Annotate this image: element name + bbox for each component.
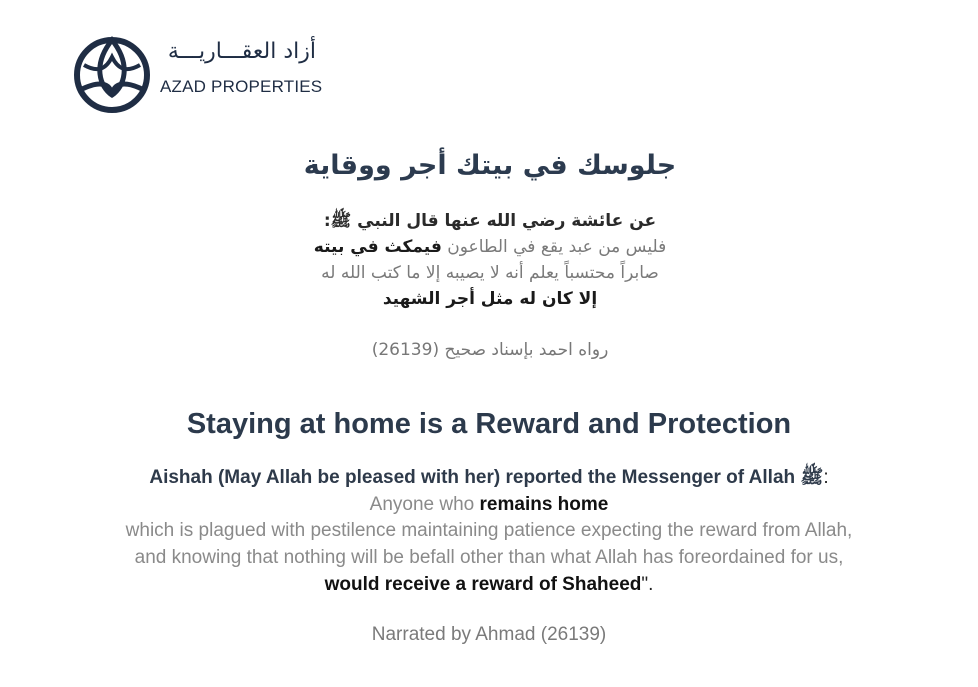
english-hadith-line-2 (40, 492, 938, 518)
arabic-hadith-line-2 (180, 234, 800, 260)
english-hadith-line-3: which is plagued with pestilence maintaining patience expecting the reward from Allah, (125, 520, 853, 541)
english-line-5-emphasis: would receive a reward of Shaheed (324, 574, 642, 595)
english-narration: Narrated by Ahmad (26139) (371, 624, 607, 645)
arabic-narration: رواه احمد بإسناد صحيح (26139) (371, 340, 609, 360)
arabic-line-2-emphasis: فيمكث في بيته (313, 237, 442, 257)
arabic-title: جلوسك في بيتك أجر ووقاية (303, 150, 677, 181)
english-intro-colon: : (823, 467, 829, 488)
arabic-hadith-intro: عن عائشة رضي الله عنها قال النبي ﷺ: (323, 211, 657, 231)
logo-arabic-name: أزاد العقـــاريـــة (167, 39, 316, 64)
company-logo (72, 35, 323, 115)
english-hadith-line-4: and knowing that nothing will be befall other than what Allah has foreordained for us, (134, 547, 844, 568)
english-line-2-emphasis: remains home (479, 494, 609, 515)
english-line-2-text: Anyone who (369, 494, 480, 515)
arabic-line-2-text: فليس من عبد يقع في الطاعون (447, 237, 667, 257)
english-title: Staying at home is a Reward and Protection (186, 408, 792, 440)
logo-english-name: AZAD PROPERTIES (160, 77, 323, 96)
arabic-hadith-line-3: صابراً محتسباً يعلم أنه لا يصيبه إلا ما كتب الله له (321, 263, 659, 283)
english-intro-text: Aishah (May Allah be pleased with her) reported the Messenger of Allah ﷺ (149, 467, 824, 488)
azad-logo-icon (72, 35, 152, 115)
arabic-hadith-line-4: إلا كان له مثل أجر الشهيد (382, 289, 598, 309)
english-hadith-intro (40, 465, 938, 491)
english-line-5-end: ". (641, 574, 654, 595)
english-hadith-line-5 (40, 572, 938, 598)
